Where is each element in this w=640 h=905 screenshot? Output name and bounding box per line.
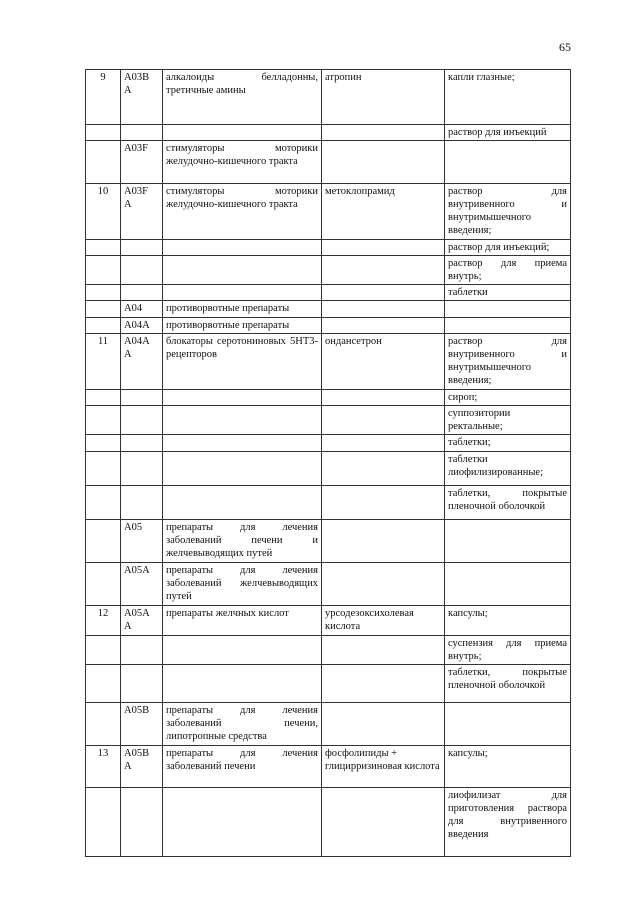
atc-code-cell: [121, 406, 163, 435]
row-number-cell: 9: [86, 70, 121, 125]
drug-name-cell: [322, 240, 445, 256]
pharmacological-group-cell: [163, 390, 322, 406]
pharmacological-group-cell: [163, 665, 322, 703]
dosage-form-cell: лиофилизат для приготовления раствора для внутривенного введения: [445, 788, 571, 857]
atc-code-cell: A03F: [121, 141, 163, 184]
atc-code-cell: A05A: [121, 563, 163, 606]
atc-code-cell: A04A: [121, 318, 163, 334]
pharmacological-group-cell: препараты для лечения заболеваний печени, липотропные средства: [163, 703, 322, 746]
pharmacological-group-cell: стимуляторы моторики желудочно-кишечного тракта: [163, 141, 322, 184]
pharmacological-group-cell: препараты для лечения заболеваний желчевыводящих путей: [163, 563, 322, 606]
pharmacological-group-cell: препараты желчных кислот: [163, 606, 322, 636]
row-number-cell: [86, 486, 121, 520]
table-row: [86, 256, 571, 285]
drug-name-cell: [322, 285, 445, 301]
pharmacological-group-cell: [163, 285, 322, 301]
table-row: [86, 520, 571, 563]
drug-name-cell: [322, 435, 445, 452]
table-row: [86, 406, 571, 435]
drug-name-cell: [322, 486, 445, 520]
row-number-cell: [86, 141, 121, 184]
table-row: [86, 606, 571, 636]
atc-code-cell: A05: [121, 520, 163, 563]
row-number-cell: 10: [86, 184, 121, 240]
drug-name-cell: [322, 452, 445, 486]
atc-code-cell: A05A A: [121, 606, 163, 636]
row-number-cell: [86, 256, 121, 285]
row-number-cell: 12: [86, 606, 121, 636]
drug-name-cell: метоклопрамид: [322, 184, 445, 240]
table-row: [86, 435, 571, 452]
table-row: [86, 240, 571, 256]
drug-name-cell: [322, 406, 445, 435]
pharmacological-group-cell: [163, 435, 322, 452]
pharmacological-group-cell: [163, 788, 322, 857]
row-number-cell: [86, 125, 121, 141]
drug-name-cell: урсодезоксихолевая кислота: [322, 606, 445, 636]
dosage-form-cell: [445, 141, 571, 184]
atc-code-cell: [121, 390, 163, 406]
dosage-form-cell: суппозитории ректальные;: [445, 406, 571, 435]
table-row: [86, 665, 571, 703]
row-number-cell: [86, 435, 121, 452]
atc-code-cell: A04A A: [121, 334, 163, 390]
dosage-form-cell: раствор для внутривенного и внутримышечного введения;: [445, 334, 571, 390]
table-row: [86, 285, 571, 301]
row-number-cell: [86, 788, 121, 857]
table-row: [86, 703, 571, 746]
table-row: [86, 70, 571, 125]
row-number-cell: [86, 636, 121, 665]
row-number-cell: [86, 703, 121, 746]
atc-code-cell: [121, 665, 163, 703]
page-number: 65: [559, 40, 571, 54]
drug-name-cell: [322, 301, 445, 318]
table-row: [86, 563, 571, 606]
atc-code-cell: [121, 636, 163, 665]
dosage-form-cell: раствор для приема внутрь;: [445, 256, 571, 285]
drug-name-cell: [322, 256, 445, 285]
table-body: [86, 70, 571, 857]
drug-list-table: [85, 69, 571, 857]
atc-code-cell: [121, 788, 163, 857]
dosage-form-cell: раствор для инъекций;: [445, 240, 571, 256]
table-row: [86, 390, 571, 406]
dosage-form-cell: таблетки, покрытые пленочной оболочкой: [445, 665, 571, 703]
dosage-form-cell: [445, 520, 571, 563]
atc-code-cell: [121, 435, 163, 452]
row-number-cell: [86, 665, 121, 703]
drug-name-cell: [322, 520, 445, 563]
dosage-form-cell: [445, 318, 571, 334]
pharmacological-group-cell: противорвотные препараты: [163, 318, 322, 334]
atc-code-cell: A04: [121, 301, 163, 318]
drug-name-cell: [322, 141, 445, 184]
atc-code-cell: A05B: [121, 703, 163, 746]
row-number-cell: [86, 563, 121, 606]
atc-code-cell: [121, 256, 163, 285]
row-number-cell: 13: [86, 746, 121, 788]
dosage-form-cell: [445, 703, 571, 746]
atc-code-cell: A03F A: [121, 184, 163, 240]
atc-code-cell: [121, 486, 163, 520]
dosage-form-cell: таблетки, покрытые пленочной оболочкой: [445, 486, 571, 520]
pharmacological-group-cell: противорвотные препараты: [163, 301, 322, 318]
dosage-form-cell: суспензия для приема внутрь;: [445, 636, 571, 665]
table-row: [86, 636, 571, 665]
drug-name-cell: [322, 318, 445, 334]
pharmacological-group-cell: [163, 406, 322, 435]
atc-code-cell: A03B A: [121, 70, 163, 125]
table-row: [86, 125, 571, 141]
row-number-cell: [86, 301, 121, 318]
row-number-cell: [86, 406, 121, 435]
pharmacological-group-cell: стимуляторы моторики желудочно-кишечного тракта: [163, 184, 322, 240]
atc-code-cell: [121, 285, 163, 301]
table-row: [86, 486, 571, 520]
drug-name-cell: [322, 703, 445, 746]
row-number-cell: [86, 318, 121, 334]
dosage-form-cell: раствор для внутривенного и внутримышечного введения;: [445, 184, 571, 240]
pharmacological-group-cell: препараты для лечения заболеваний печени: [163, 746, 322, 788]
dosage-form-cell: [445, 301, 571, 318]
dosage-form-cell: таблетки;: [445, 435, 571, 452]
row-number-cell: [86, 285, 121, 301]
drug-name-cell: [322, 636, 445, 665]
atc-code-cell: A05B A: [121, 746, 163, 788]
table-row: [86, 301, 571, 318]
table-row: [86, 334, 571, 390]
table-row: [86, 184, 571, 240]
pharmacological-group-cell: [163, 486, 322, 520]
dosage-form-cell: капсулы;: [445, 746, 571, 788]
pharmacological-group-cell: блокаторы серотониновых 5HT3-рецепторов: [163, 334, 322, 390]
table-row: [86, 452, 571, 486]
dosage-form-cell: капсулы;: [445, 606, 571, 636]
pharmacological-group-cell: [163, 452, 322, 486]
drug-name-cell: фосфолипиды + глицирризиновая кислота: [322, 746, 445, 788]
pharmacological-group-cell: [163, 636, 322, 665]
atc-code-cell: [121, 452, 163, 486]
table-row: [86, 141, 571, 184]
drug-name-cell: [322, 125, 445, 141]
drug-name-cell: [322, 563, 445, 606]
table-row: [86, 746, 571, 788]
row-number-cell: [86, 452, 121, 486]
drug-name-cell: [322, 665, 445, 703]
table-row: [86, 318, 571, 334]
atc-code-cell: [121, 240, 163, 256]
row-number-cell: [86, 240, 121, 256]
dosage-form-cell: таблетки лиофилизированные;: [445, 452, 571, 486]
pharmacological-group-cell: алкалоиды белладонны, третичные амины: [163, 70, 322, 125]
dosage-form-cell: таблетки: [445, 285, 571, 301]
atc-code-cell: [121, 125, 163, 141]
dosage-form-cell: [445, 563, 571, 606]
drug-name-cell: [322, 390, 445, 406]
drug-name-cell: атропин: [322, 70, 445, 125]
row-number-cell: [86, 390, 121, 406]
row-number-cell: 11: [86, 334, 121, 390]
pharmacological-group-cell: [163, 125, 322, 141]
dosage-form-cell: сироп;: [445, 390, 571, 406]
dosage-form-cell: раствор для инъекций: [445, 125, 571, 141]
dosage-form-cell: капли глазные;: [445, 70, 571, 125]
row-number-cell: [86, 520, 121, 563]
drug-name-cell: ондансетрон: [322, 334, 445, 390]
table-row: [86, 788, 571, 857]
pharmacological-group-cell: [163, 256, 322, 285]
pharmacological-group-cell: препараты для лечения заболеваний печени и желчевыводящих путей: [163, 520, 322, 563]
drug-name-cell: [322, 788, 445, 857]
pharmacological-group-cell: [163, 240, 322, 256]
